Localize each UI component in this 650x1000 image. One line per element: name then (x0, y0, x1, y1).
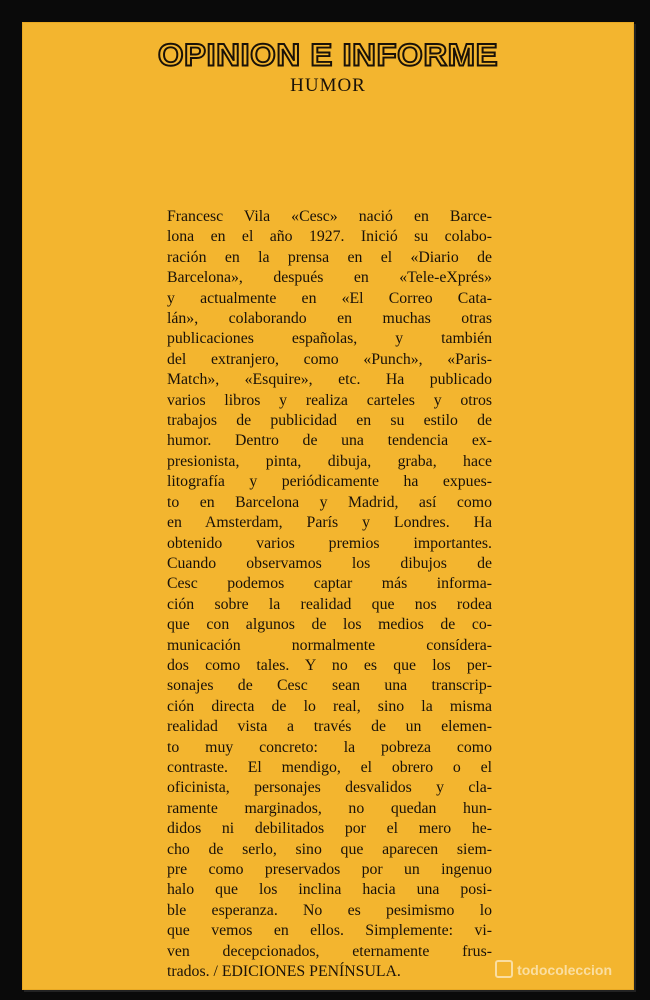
blurb-line: dos como tales. Y no es que los per- (167, 656, 492, 674)
blurb-line: que con algunos de los medios de co- (167, 616, 492, 634)
blurb-line: humor. Dentro de una tendencia ex- (167, 432, 492, 450)
blurb-line: obtenido varios premios importantes. (167, 534, 492, 552)
blurb-line: ción sobre la realidad que nos rodea (167, 595, 492, 613)
blurb-line: Cuando observamos los dibujos de (167, 554, 492, 572)
blurb-line: lona en el año 1927. Inició su colabo- (167, 228, 492, 246)
book-back-cover (22, 22, 634, 990)
blurb-line: que vemos en ellos. Simplemente: vi- (167, 922, 492, 940)
blurb-line: Barcelona», después en «Tele-eXprés» (167, 269, 492, 287)
blurb-line: publicaciones españolas, y también (167, 330, 492, 348)
blurb-line: sonajes de Cesc sean una transcrip- (167, 677, 492, 695)
blurb-line: cho de serlo, sino que aparecen siem- (167, 840, 492, 858)
blurb-line: ramente marginados, no quedan hun- (167, 799, 492, 817)
blurb-line: halo que los inclina hacia una posi- (167, 881, 492, 899)
series-title: OPINION E INFORME (157, 36, 499, 73)
blurb-line: Cesc podemos captar más informa- (167, 575, 492, 593)
blurb-line: ción directa de lo real, sino la misma (167, 697, 492, 715)
blurb-line: trados. / EDICIONES PENÍNSULA. (167, 963, 401, 981)
site-watermark (495, 960, 612, 978)
blurb-line: trabajos de publicidad en su estilo de (167, 412, 492, 430)
blurb-line: realidad vista a través de un elemen- (167, 718, 492, 736)
blurb-line: to en Barcelona y Madrid, así como (167, 493, 492, 511)
blurb-line: lán», colaborando en muchas otras (167, 310, 492, 328)
blurb-line: en Amsterdam, París y Londres. Ha (167, 514, 492, 532)
blurb-line: ven decepcionados, eternamente frus- (167, 942, 492, 960)
blurb-line: varios libros y realiza carteles y otros (167, 391, 492, 409)
watermark-text: todocoleccion (517, 962, 612, 978)
author-blurb (167, 207, 492, 982)
blurb-line: litografía y periódicamente ha expues- (167, 473, 492, 491)
watermark-logo-icon (495, 960, 513, 978)
blurb-line: didos ni debilitados por el mero he- (167, 820, 492, 838)
blurb-line: Francesc Vila «Cesc» nació en Barce- (167, 208, 492, 225)
genre-label: HUMOR (290, 75, 366, 96)
blurb-line: contraste. El mendigo, el obrero o el (167, 758, 492, 776)
blurb-line: ble esperanza. No es pesimismo lo (167, 901, 492, 919)
blurb-line: Match», «Esquire», etc. Ha publicado (167, 371, 492, 389)
blurb-line: del extranjero, como «Punch», «Paris- (167, 350, 492, 368)
blurb-line: presionista, pinta, dibuja, graba, hace (167, 452, 492, 470)
blurb-line: municación normalmente consídera- (167, 636, 492, 654)
blurb-line: pre como preservados por un ingenuo (167, 861, 492, 878)
blurb-line: ración en la prensa en el «Diario de (167, 248, 492, 266)
blurb-line: y actualmente en «El Correo Cata- (167, 289, 492, 307)
blurb-line: oficinista, personajes desvalidos y cla- (167, 779, 492, 797)
blurb-line: to muy concreto: la pobreza como (167, 738, 492, 756)
